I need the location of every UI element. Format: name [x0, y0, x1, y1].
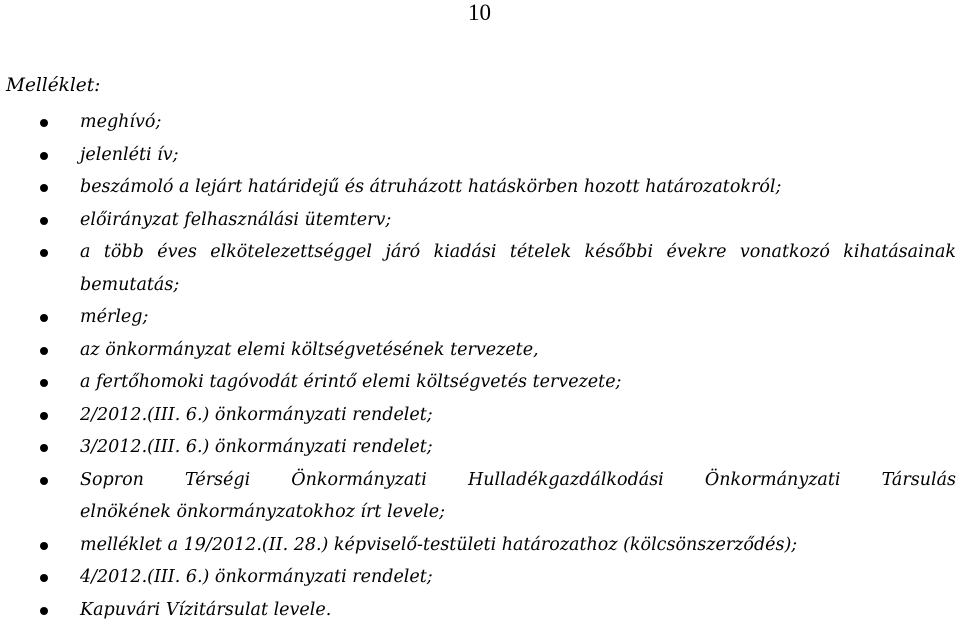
bullet-icon — [40, 119, 48, 127]
list-item-text: 2/2012.(III. 6.) önkormányzati rendelet; — [80, 405, 433, 425]
bullet-icon — [40, 217, 48, 225]
bullet-icon — [40, 379, 48, 387]
list-item-text: 3/2012.(III. 6.) önkormányzati rendelet; — [80, 437, 433, 457]
page-number: 10 — [468, 0, 491, 26]
list-item-text: Sopron Térségi Önkormányzati Hulladékgazdálkodási Önkormányzati Társulás — [80, 464, 956, 497]
list-item-text: a fertőhomoki tagóvodát érintő elemi költségvetés tervezete; — [80, 372, 621, 392]
bullet-icon — [40, 574, 48, 582]
attachments-list — [0, 106, 960, 626]
list-item-text-continued: elnökének önkormányzatokhoz írt levele; — [80, 502, 445, 522]
list-item-text: beszámoló a lejárt határidejű és átruházott hatáskörben hozott határozatokról; — [80, 177, 781, 197]
bullet-icon — [40, 249, 48, 257]
list-item-text: az önkormányzat elemi költségvetésének tervezete, — [80, 340, 539, 360]
list-item — [0, 301, 960, 334]
list-item-text: előirányzat felhasználási ütemterv; — [80, 210, 391, 230]
bullet-icon — [40, 347, 48, 355]
list-item — [0, 334, 960, 367]
list-item-text: 4/2012.(III. 6.) önkormányzati rendelet; — [80, 567, 433, 587]
list-item — [0, 464, 960, 529]
list-item-text: jelenléti ív; — [80, 145, 179, 165]
list-item — [0, 431, 960, 464]
list-item — [0, 139, 960, 172]
bullet-icon — [40, 542, 48, 550]
list-item-text-continued: bemutatás; — [80, 275, 179, 295]
list-item — [0, 171, 960, 204]
bullet-icon — [40, 184, 48, 192]
list-item — [0, 366, 960, 399]
bullet-icon — [40, 412, 48, 420]
attachments-heading: Melléklet: — [6, 73, 100, 99]
bullet-icon — [40, 152, 48, 160]
list-item — [0, 399, 960, 432]
list-item-text: a több éves elkötelezettséggel járó kiadási tételek későbbi évekre vonatkozó kihatásainak — [80, 236, 956, 269]
bullet-icon — [40, 444, 48, 452]
list-item — [0, 529, 960, 562]
list-item-text: melléklet a 19/2012.(II. 28.) képviselő-testületi határozathoz (kölcsönszerződés); — [80, 535, 797, 555]
list-item-text: mérleg; — [80, 307, 148, 327]
bullet-icon — [40, 477, 48, 485]
bullet-icon — [40, 607, 48, 615]
list-item — [0, 106, 960, 139]
list-item-text: meghívó; — [80, 112, 161, 132]
list-item-text: Kapuvári Vízitársulat levele. — [80, 600, 331, 620]
list-item — [0, 594, 960, 626]
bullet-icon — [40, 314, 48, 322]
list-item — [0, 204, 960, 237]
list-item — [0, 561, 960, 594]
list-item — [0, 236, 960, 301]
